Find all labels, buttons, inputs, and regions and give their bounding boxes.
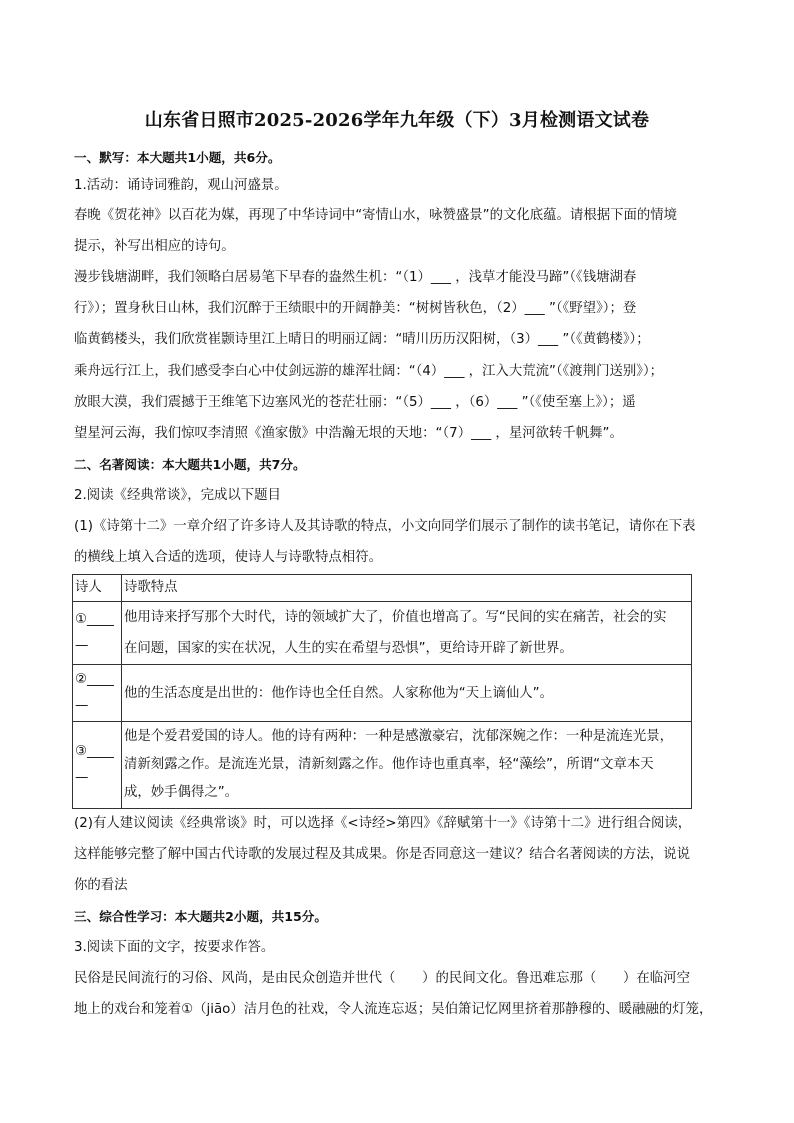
poet-blank: ③____ [75, 744, 114, 759]
q2-part2-line: (2)有人建议阅读《经典常谈》时，可以选择《<诗经>第四》《辞赋第十一》《诗第十二》进行组合阅读， [74, 816, 692, 831]
table-row [73, 665, 692, 722]
table-row [73, 602, 692, 665]
q1-line: 乘舟远行江上，我们感受李白心中仗剑远游的雄浑壮阔：“（4）___ ，江入大荒流”（《渡荆门送别》）； [74, 364, 664, 379]
traits-line: 成，妙手偶得之”。 [124, 785, 239, 800]
q1-line: 放眼大漠，我们震撼于王维笔下边塞风光的苍茫壮丽：“（5）___ ，（6）___ ”（《使至塞上》）；遥 [74, 395, 636, 410]
traits-line: 在问题，国家的实在状况，人生的实在希望与恐惧”，更给诗开辟了新世界。 [124, 641, 573, 656]
page-title: 山东省日照市2025-2026学年九年级（下）3月检测语文试卷 [144, 110, 650, 131]
table-row [73, 722, 692, 809]
traits-cell [122, 722, 692, 809]
q2-title: 2.阅读《经典常谈》，完成以下题目 [74, 488, 281, 503]
section3-heading: 三、综合性学习：本大题共2小题，共15分。 [74, 909, 327, 924]
poet-blank-cell [73, 722, 122, 809]
header-poet: 诗人 [73, 575, 122, 602]
poet-blank-cell [73, 602, 122, 665]
q2-intro-line: (1)《诗第十二》一章介绍了许多诗人及其诗歌的特点，小文向同学们展示了制作的读书笔记，请你在下表 [74, 519, 696, 534]
q3-line: 民俗是民间流行的习俗、风尚，是由民众创造并世代（ ）的民间文化。鲁迅难忘那（ ）在临河空 [74, 971, 690, 986]
q2-part2-line: 你的看法 [74, 878, 128, 893]
traits-line: 他是个爱君爱国的诗人。他的诗有两种：一种是感激豪宕，沈郁深婉之作：一种是流连光景， [124, 729, 674, 744]
table-header-row [73, 575, 692, 602]
section2-heading: 二、名著阅读：本大题共1小题，共7分。 [74, 457, 306, 472]
q1-line: 春晚《贺花神》以百花为媒，再现了中华诗词中“寄情山水，咏赞盛景”的文化底蕴。请根据下面的情境 [74, 208, 678, 223]
traits-line: 他用诗来抒写那个大时代，诗的领域扩大了，价值也增高了。写“民间的实在痛苦，社会的实 [124, 610, 667, 625]
poet-blank-tail: — [75, 698, 89, 713]
traits-cell [122, 665, 692, 722]
traits-line: 他的生活态度是出世的：他作诗也全任自然。人家称他为“天上谪仙人”。 [124, 685, 553, 701]
poet-blank-tail: — [75, 770, 89, 785]
q3-line: 地上的戏台和笼着①（jiāo）洁月色的社戏，令人流连忘返；吴伯箫记忆网里挤着那静穆的、暖融融的灯笼， [74, 1002, 713, 1017]
poet-blank-cell [73, 665, 122, 722]
traits-line: 清新刻露之作。是流连光景，清新刻露之作。他作诗也重真率，轻“藻绘”，所谓“文章本天 [124, 757, 654, 772]
q1-line: 提示，补写出相应的诗句。 [74, 239, 235, 254]
q2-part2-line: 这样能够完整了解中国古代诗歌的发展过程及其成果。你是否同意这一建议？结合名著阅读的方法，说说 [74, 847, 690, 862]
section1-heading: 一、默写：本大题共1小题，共6分。 [74, 150, 281, 165]
poet-table [72, 574, 692, 809]
q1-line: 漫步钱塘湖畔，我们领略白居易笔下早春的盎然生机：“（1）___ ，浅草才能没马蹄”（《钱塘湖春 [74, 270, 637, 285]
poet-blank: ①____ [75, 612, 114, 627]
traits-cell [122, 602, 692, 665]
q2-intro-line: 的横线上填入合适的选项，使诗人与诗歌特点相符。 [74, 550, 382, 565]
q1-line: 临黄鹤楼头，我们欣赏崔颢诗里江上晴日的明丽辽阔：“晴川历历汉阳树，（3）___ ”（《黄鹤楼》）； [74, 332, 650, 347]
q1-title: 1.活动：诵诗词雅韵，观山河盛景。 [74, 178, 288, 193]
q3-title: 3.阅读下面的文字，按要求作答。 [74, 940, 275, 955]
header-traits: 诗歌特点 [122, 575, 692, 602]
q1-line: 行》）；置身秋日山林，我们沉醉于王绩眼中的开阔静美：“树树皆秋色，（2）___ ”（《野望》）；登 [74, 301, 637, 316]
poet-blank-tail: — [75, 638, 89, 653]
q1-line: 望星河云海，我们惊叹李清照《渔家傲》中浩瀚无垠的天地：“（7）___ ，星河欲转千帆舞”。 [74, 426, 623, 441]
poet-blank: ②____ [75, 672, 114, 687]
